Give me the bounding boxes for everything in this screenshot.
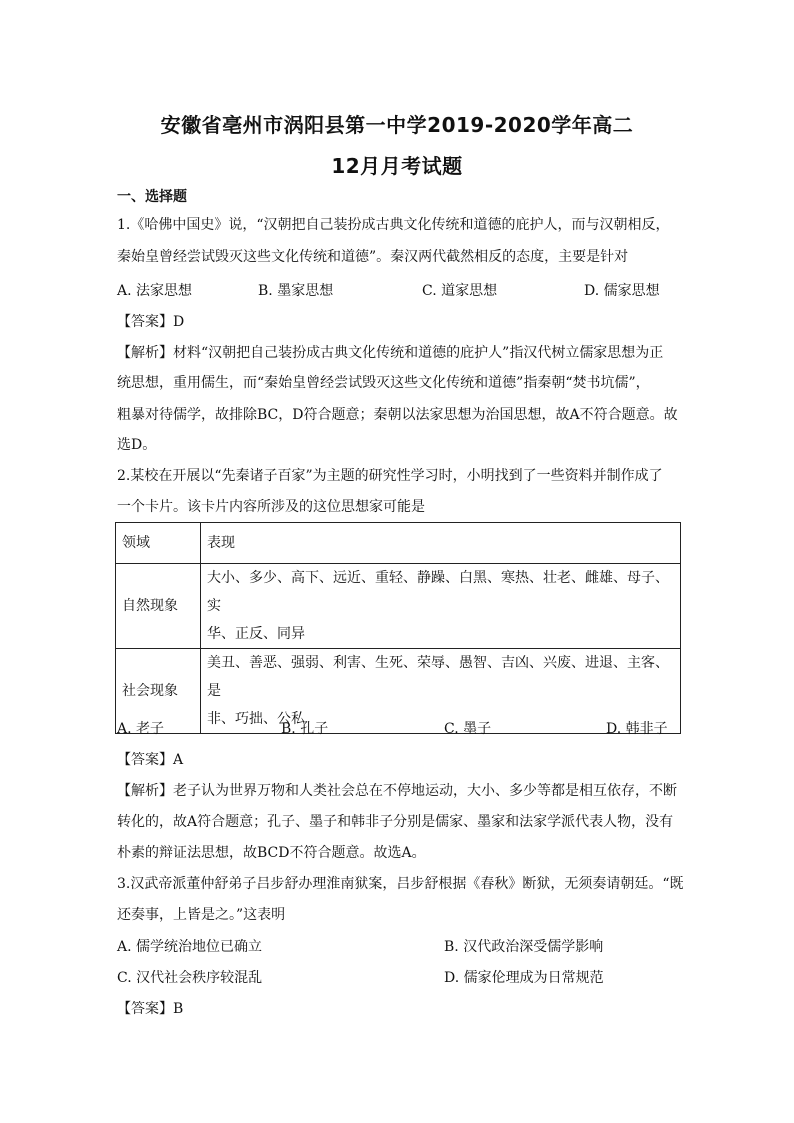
q2-stem-line-2: 一个卡片。该卡片内容所涉及的这位思想家可能是 bbox=[117, 499, 425, 515]
q1-answer: 【答案】D bbox=[117, 314, 185, 330]
title-line-1: 安徽省亳州市涡阳县第一中学2019-2020学年高二 bbox=[160, 113, 634, 137]
q3-option-d: D. 儒家伦理成为日常规范 bbox=[444, 970, 604, 986]
table-row-content-natural bbox=[201, 564, 681, 649]
table-row-label-natural: 自然现象 bbox=[116, 564, 201, 649]
q2-option-d: D. 韩非子 bbox=[606, 721, 668, 737]
q2-analysis-line-1: 【解析】老子认为世界万物和人类社会总在不停地运动，大小、多少等都是相互依存，不断 bbox=[117, 783, 677, 799]
table-row bbox=[116, 649, 681, 734]
q2-option-b: B. 孔子 bbox=[281, 721, 329, 737]
q2-answer: 【答案】A bbox=[117, 752, 184, 768]
q3-stem-line-2: 还奏事，上皆是之。”这表明 bbox=[117, 907, 286, 923]
q1-stem-line-1: 1.《哈佛中国史》说，“汉朝把自己装扮成古典文化传统和道德的庇护人，而与汉朝相反， bbox=[117, 217, 670, 233]
q1-analysis-line-3: 粗暴对待儒学，故排除BC，D符合题意；秦朝以法家思想为治国思想，故A不符合题意。故 bbox=[117, 407, 678, 423]
title-line-2: 12月月考试题 bbox=[331, 154, 463, 178]
table-head-expression: 表现 bbox=[201, 523, 681, 564]
q3-answer: 【答案】B bbox=[117, 1001, 184, 1017]
q1-analysis-line-4: 选D。 bbox=[117, 437, 157, 453]
q2-card-table bbox=[115, 522, 681, 734]
q3-option-a: A. 儒学统治地位已确立 bbox=[117, 939, 263, 955]
q2-analysis-line-3: 朴素的辩证法思想，故BCD不符合题意。故选A。 bbox=[117, 845, 426, 861]
q1-option-c: C. 道家思想 bbox=[422, 283, 498, 299]
section-heading: 一、选择题 bbox=[117, 189, 187, 205]
q3-stem-line-1: 3.汉武帝派董仲舒弟子吕步舒办理淮南狱案，吕步舒根据《春秋》断狱，无须奏请朝廷。“既 bbox=[117, 876, 684, 892]
q1-option-b: B. 墨家思想 bbox=[258, 283, 334, 299]
q2-stem-line-1: 2.某校在开展以“先秦诸子百家”为主题的研究性学习时，小明找到了一些资料并制作成了 bbox=[117, 468, 663, 484]
q3-option-b: B. 汉代政治深受儒学影响 bbox=[444, 939, 604, 955]
q2-analysis-line-2: 转化的，故A符合题意；孔子、墨子和韩非子分别是儒家、墨家和法家学派代表人物，没有 bbox=[117, 814, 674, 830]
table-cell-line: 非、巧拙、公私 bbox=[207, 711, 305, 727]
table-cell-line: 美丑、善恶、强弱、利害、生死、荣辱、愚智、吉凶、兴废、进退、主客、是 bbox=[207, 655, 669, 699]
q1-option-d: D. 儒家思想 bbox=[584, 283, 660, 299]
table-row-label-social: 社会现象 bbox=[116, 649, 201, 734]
q1-analysis-line-2: 统思想，重用儒生，而“秦始皇曾经尝试毁灭这些文化传统和道德”指秦朝“焚书坑儒”， bbox=[117, 375, 650, 391]
table-header-row bbox=[116, 523, 681, 564]
q3-option-c: C. 汉代社会秩序较混乱 bbox=[117, 970, 263, 986]
q1-stem-line-2: 秦始皇曾经尝试毁灭这些文化传统和道德”。秦汉两代截然相反的态度，主要是针对 bbox=[117, 249, 629, 265]
q2-option-c: C. 墨子 bbox=[444, 721, 492, 737]
table-head-field: 领域 bbox=[116, 523, 201, 564]
q1-analysis-line-1: 【解析】材料“汉朝把自己装扮成古典文化传统和道德的庇护人”指汉代树立儒家思想为正 bbox=[117, 345, 664, 361]
q1-option-a: A. 法家思想 bbox=[117, 283, 193, 299]
q2-option-a: A. 老子 bbox=[117, 721, 165, 737]
table-cell-line: 华、正反、同异 bbox=[207, 626, 305, 642]
table-row bbox=[116, 564, 681, 649]
table-cell-line: 大小、多少、高下、远近、重轻、静躁、白黑、寒热、壮老、雌雄、母子、实 bbox=[207, 570, 669, 614]
